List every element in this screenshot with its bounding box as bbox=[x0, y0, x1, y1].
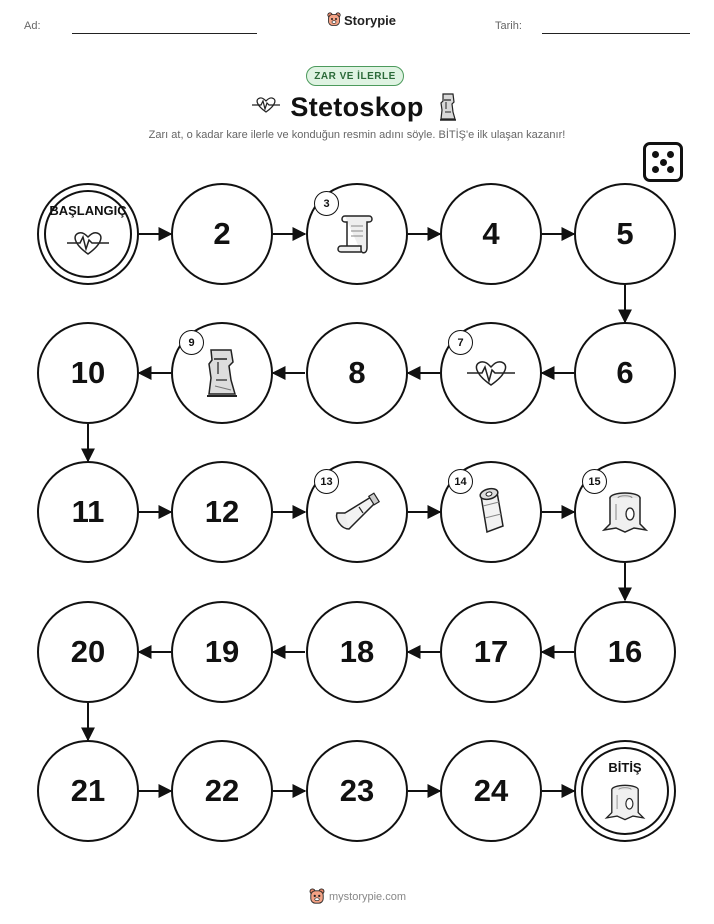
cell-number: 19 bbox=[204, 634, 240, 669]
cell-number: 6 bbox=[616, 355, 634, 390]
board-cell bbox=[440, 183, 542, 285]
cell-number: 10 bbox=[70, 355, 106, 390]
footer-url[interactable]: mystorypie.com bbox=[329, 891, 407, 903]
board-cell bbox=[171, 601, 273, 703]
board-cell bbox=[574, 601, 676, 703]
paper-roll-icon bbox=[473, 486, 509, 538]
cell-number-badge: 9 bbox=[179, 330, 204, 355]
scroll-icon bbox=[335, 210, 379, 258]
page-title: Stetoskop bbox=[290, 92, 424, 122]
board-cell bbox=[574, 322, 676, 424]
cell-number: 17 bbox=[473, 634, 509, 669]
footer bbox=[309, 888, 406, 906]
board-cell bbox=[574, 461, 676, 563]
tree-stump-icon bbox=[603, 782, 647, 822]
game-type-badge: ZAR VE İLERLE bbox=[306, 66, 404, 86]
board-cell bbox=[171, 461, 273, 563]
board-cell bbox=[306, 183, 408, 285]
cell-number: 22 bbox=[204, 773, 240, 808]
start-cell bbox=[37, 183, 139, 285]
start-label: BAŞLANGIÇ bbox=[49, 203, 127, 218]
brand-name: Storypie bbox=[344, 12, 397, 28]
cell-number-badge: 3 bbox=[314, 191, 339, 216]
cell-number: 18 bbox=[339, 634, 375, 669]
cell-number: 8 bbox=[348, 355, 366, 390]
board-cell bbox=[306, 740, 408, 842]
board-cell bbox=[37, 322, 139, 424]
bear-mascot-icon bbox=[309, 888, 325, 906]
board-cell bbox=[440, 322, 542, 424]
board-cell bbox=[37, 740, 139, 842]
board-cell bbox=[306, 601, 408, 703]
cell-number: 24 bbox=[473, 773, 509, 808]
cell-number-badge: 13 bbox=[314, 469, 339, 494]
heartbeat-icon bbox=[467, 357, 515, 389]
heartbeat-icon bbox=[67, 228, 109, 258]
finish-cell bbox=[574, 740, 676, 842]
finish-label: BİTİŞ bbox=[608, 760, 642, 775]
board-cell bbox=[171, 183, 273, 285]
board-cell bbox=[440, 740, 542, 842]
cell-number-badge: 14 bbox=[448, 469, 473, 494]
board-cell bbox=[171, 322, 273, 424]
instructions-text: Zarı at, o kadar kare ilerle ve konduğun resmin adını söyle. BİTİŞ'e ilk ulaşan kazanır! bbox=[148, 129, 566, 141]
cell-number: 20 bbox=[70, 634, 106, 669]
board-cell bbox=[37, 601, 139, 703]
cell-number: 23 bbox=[339, 773, 375, 808]
cell-number-badge: 15 bbox=[582, 469, 607, 494]
cell-number: 2 bbox=[213, 216, 231, 251]
board-cell bbox=[306, 322, 408, 424]
moai-statue-icon bbox=[203, 346, 241, 400]
board-cell bbox=[37, 461, 139, 563]
board-cell bbox=[306, 461, 408, 563]
cell-number: 21 bbox=[70, 773, 106, 808]
trumpet-icon bbox=[331, 489, 383, 535]
cell-number-badge: 7 bbox=[448, 330, 473, 355]
tree-stump-icon bbox=[600, 490, 650, 534]
cell-number: 4 bbox=[482, 216, 500, 251]
board-cell bbox=[171, 740, 273, 842]
name-label: Ad: bbox=[24, 20, 41, 32]
cell-number: 16 bbox=[607, 634, 643, 669]
cell-number: 5 bbox=[616, 216, 634, 251]
board-cell bbox=[574, 183, 676, 285]
board-cell bbox=[440, 461, 542, 563]
cell-number: 12 bbox=[204, 494, 240, 529]
date-label: Tarih: bbox=[495, 20, 522, 32]
board-cell bbox=[440, 601, 542, 703]
cell-number: 11 bbox=[71, 494, 105, 529]
